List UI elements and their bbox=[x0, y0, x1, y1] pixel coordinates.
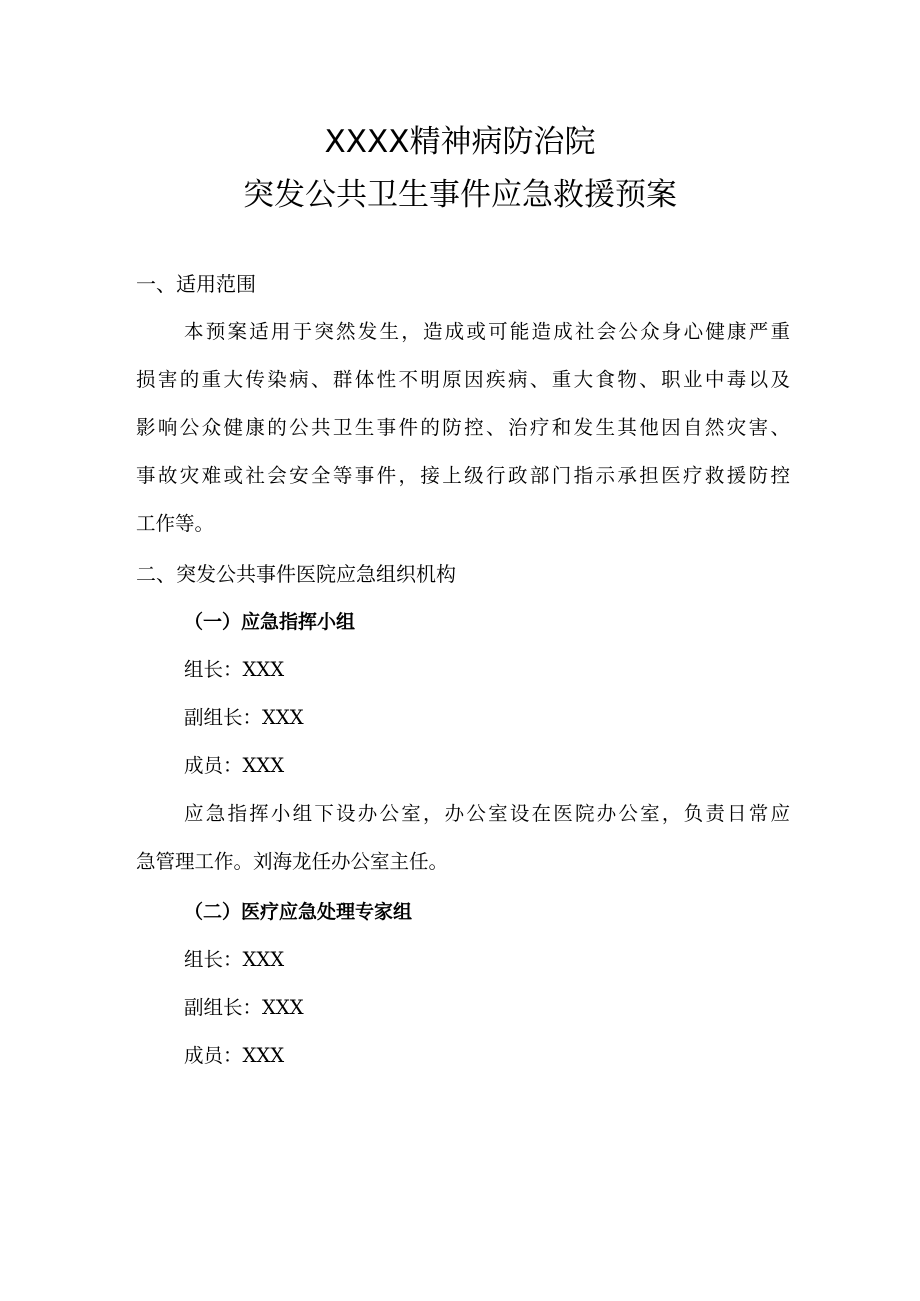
group2-leader: 组长：XXX bbox=[184, 948, 285, 971]
section1-heading: 一、适用范围 bbox=[136, 272, 256, 296]
group2-members: 成员：XXX bbox=[184, 1044, 285, 1067]
document-title-line1: XXXX精神病防治院 bbox=[324, 124, 596, 160]
group1-note-line: 应急指挥小组下设办公室，办公室设在医院办公室，负责日常应 bbox=[184, 802, 790, 825]
section1-paragraph-line: 损害的重大传染病、群体性不明原因疾病、重大食物、职业中毒以及 bbox=[136, 368, 790, 391]
section1-paragraph-line: 影响公众健康的公共卫生事件的防控、治疗和发生其他因自然灾害、 bbox=[136, 416, 790, 439]
section1-paragraph-line: 事故灾难或社会安全等事件，接上级行政部门指示承担医疗救援防控 bbox=[136, 464, 790, 487]
group1-leader: 组长：XXX bbox=[184, 658, 285, 681]
group2-heading: （二）医疗应急处理专家组 bbox=[184, 901, 413, 923]
group1-heading: （一）应急指挥小组 bbox=[184, 611, 356, 633]
document-title-line2: 突发公共卫生事件应急救援预案 bbox=[243, 177, 677, 213]
group1-note-line: 急管理工作。刘海龙任办公室主任。 bbox=[136, 850, 449, 873]
section2-heading: 二、突发公共事件医院应急组织机构 bbox=[136, 562, 456, 586]
group1-members: 成员：XXX bbox=[184, 754, 285, 777]
section1-paragraph-line: 本预案适用于突然发生，造成或可能造成社会公众身心健康严重 bbox=[184, 320, 790, 343]
group1-deputy: 副组长：XXX bbox=[184, 706, 304, 729]
section1-paragraph-line: 工作等。 bbox=[136, 512, 215, 535]
group2-deputy: 副组长：XXX bbox=[184, 996, 304, 1019]
